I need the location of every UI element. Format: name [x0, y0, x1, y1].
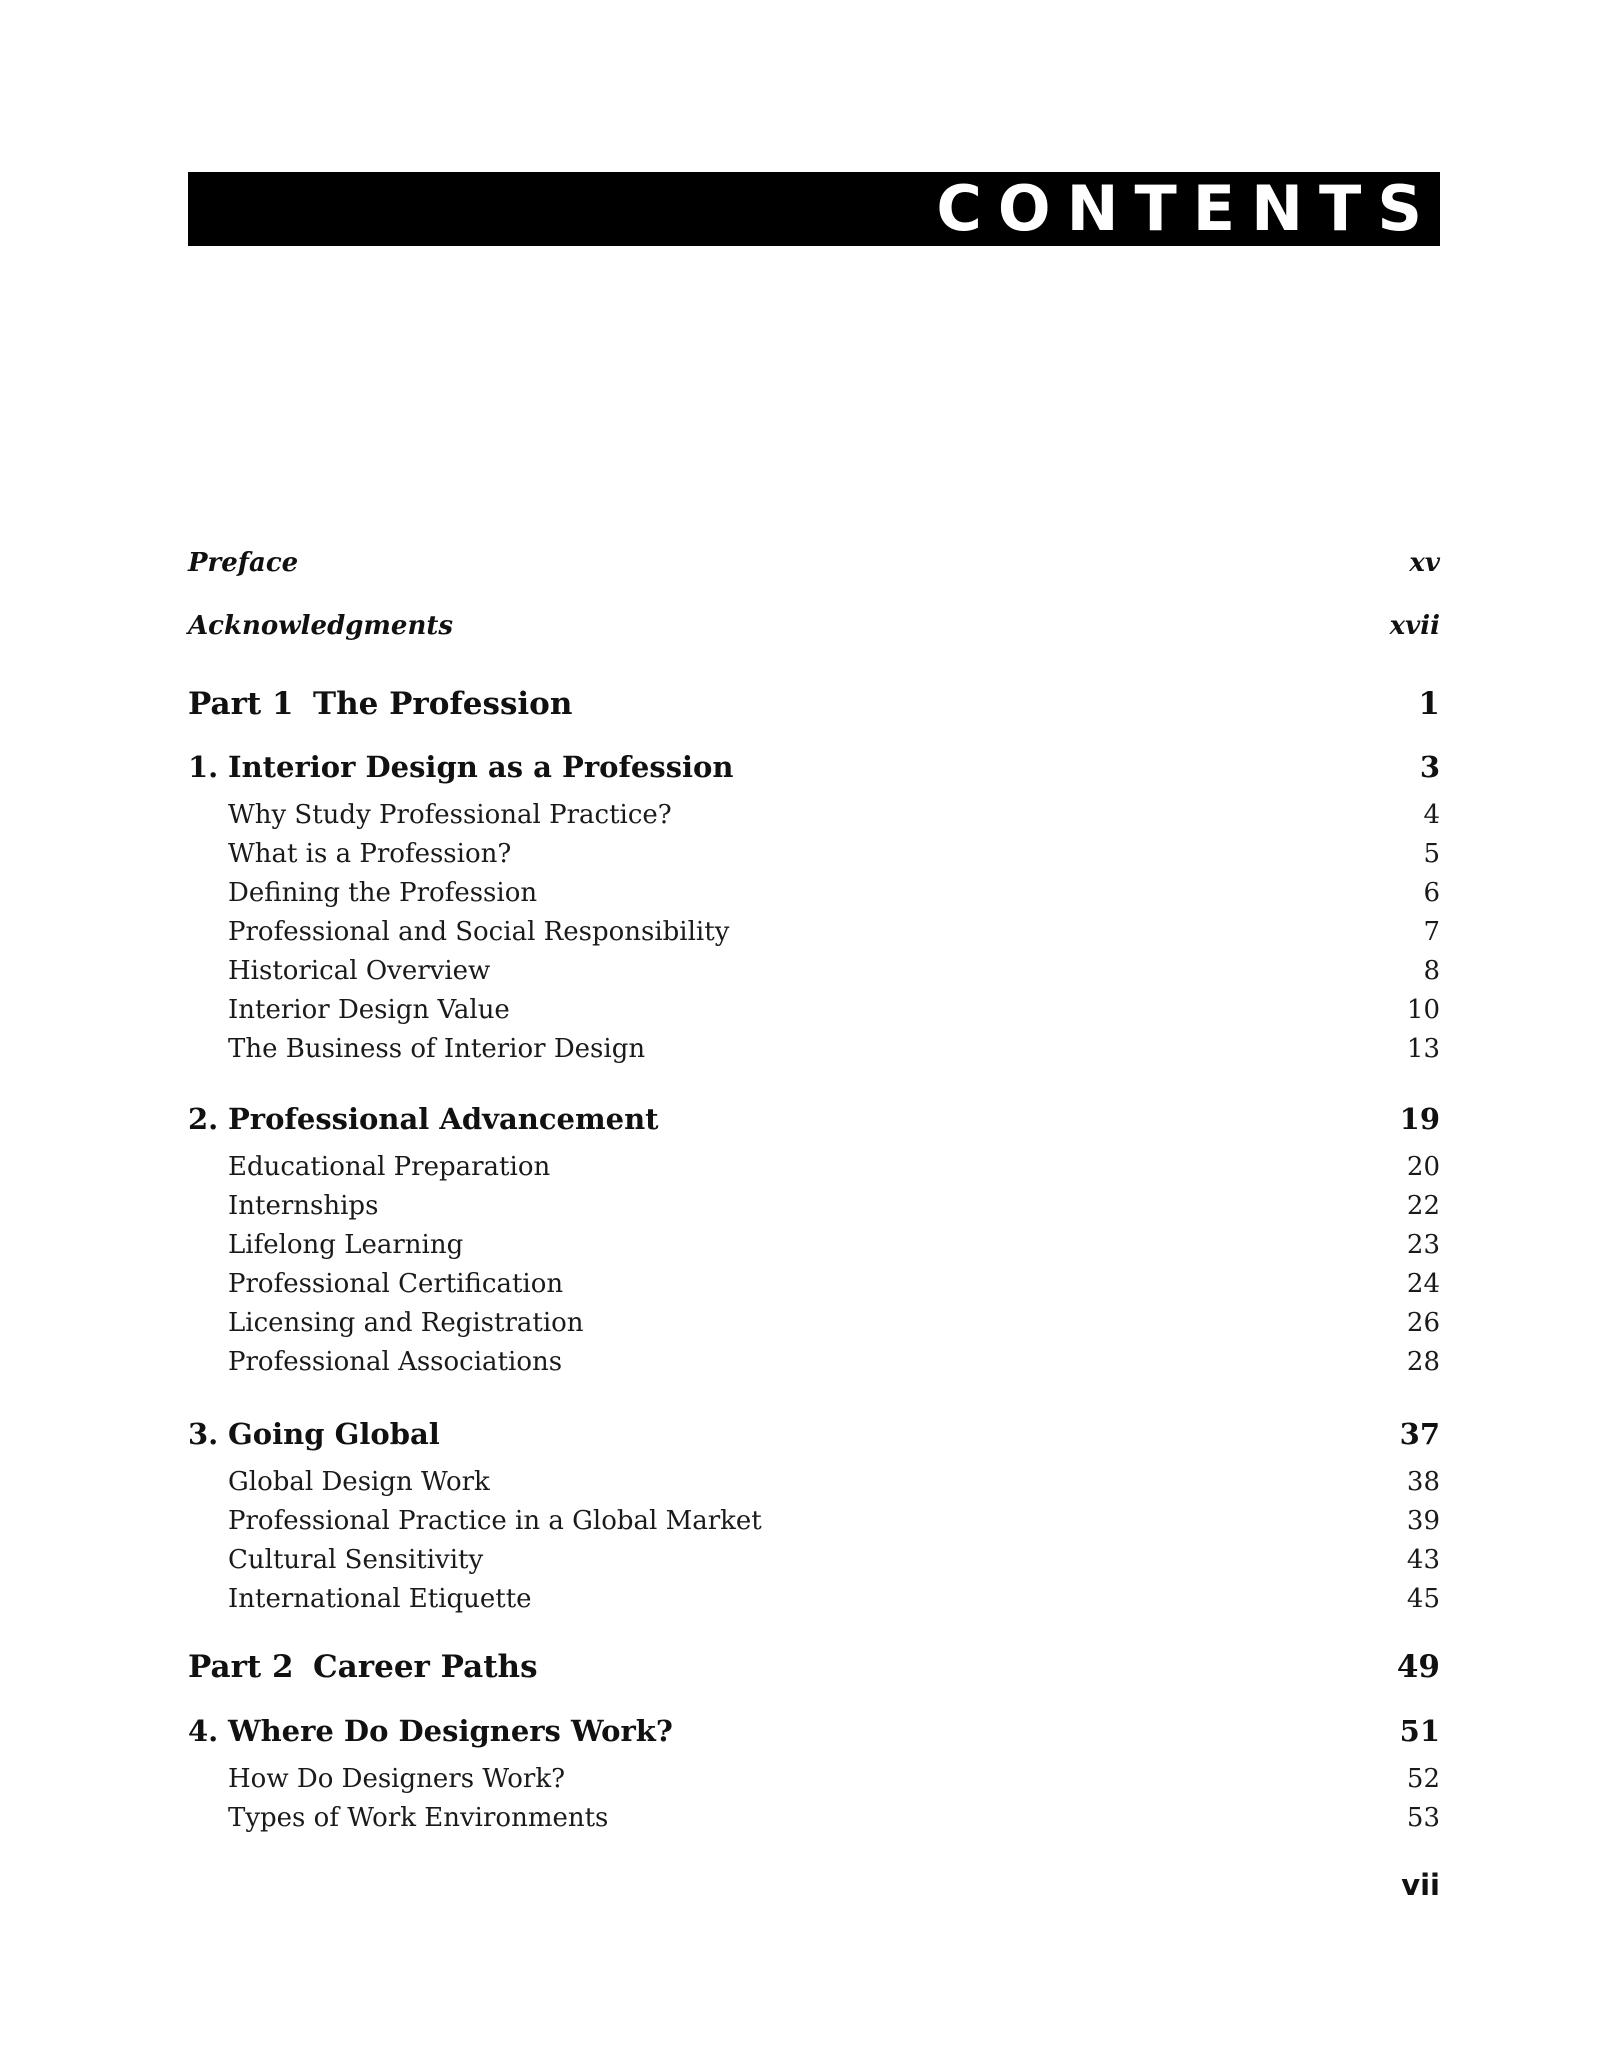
toc-section[interactable]: [228, 1467, 1440, 1497]
section-title: Educational Preparation: [228, 1152, 551, 1182]
section-page: 28: [1406, 1347, 1440, 1377]
section-title: International Etiquette: [228, 1584, 532, 1614]
toc-section[interactable]: [228, 800, 1440, 830]
section-title: Historical Overview: [228, 956, 491, 986]
toc-section[interactable]: [228, 1545, 1440, 1575]
chapter-number: 4.: [188, 1714, 219, 1748]
entry-title: Preface: [188, 548, 299, 578]
section-title: The Business of Interior Design: [228, 1034, 646, 1064]
toc-chapter-2[interactable]: [188, 1102, 1440, 1136]
section-page: 23: [1406, 1230, 1440, 1260]
part-title: Career Paths: [313, 1649, 538, 1685]
section-page: 4: [1423, 800, 1440, 830]
toc-part-1[interactable]: [188, 686, 1440, 722]
section-page: 53: [1406, 1803, 1440, 1833]
section-page: 13: [1406, 1034, 1440, 1064]
toc-section[interactable]: [228, 1347, 1440, 1377]
toc-section[interactable]: [228, 1506, 1440, 1536]
section-title: What is a Profession?: [228, 839, 512, 869]
chapter-title: Where Do Designers Work?: [228, 1714, 673, 1748]
section-page: 24: [1406, 1269, 1440, 1299]
part-page: 1: [1418, 686, 1440, 722]
toc-entry-acknowledgments[interactable]: [188, 611, 1440, 641]
section-page: 39: [1406, 1506, 1440, 1536]
entry-title: Acknowledgments: [188, 611, 454, 641]
part-label: Part 2: [188, 1649, 294, 1685]
section-page: 10: [1406, 995, 1440, 1025]
toc-section[interactable]: [228, 878, 1440, 908]
toc-section[interactable]: [228, 995, 1440, 1025]
toc-section[interactable]: [228, 1034, 1440, 1064]
section-title: Professional and Social Responsibility: [228, 917, 730, 947]
section-title: How Do Designers Work?: [228, 1764, 566, 1794]
section-page: 5: [1423, 839, 1440, 869]
section-page: 43: [1406, 1545, 1440, 1575]
section-page: 38: [1406, 1467, 1440, 1497]
toc-section[interactable]: [228, 1191, 1440, 1221]
chapter-number: 1.: [188, 750, 219, 784]
section-title: Defining the Profession: [228, 878, 538, 908]
entry-page: xv: [1409, 548, 1440, 578]
section-title: Types of Work Environments: [228, 1803, 609, 1833]
section-page: 7: [1423, 917, 1440, 947]
section-page: 22: [1406, 1191, 1440, 1221]
toc-section[interactable]: [228, 1269, 1440, 1299]
section-title: Why Study Professional Practice?: [228, 800, 672, 830]
chapter-title: Going Global: [228, 1417, 440, 1451]
section-title: Interior Design Value: [228, 995, 510, 1025]
chapter-number: 2.: [188, 1102, 219, 1136]
toc-part-2[interactable]: [188, 1649, 1440, 1685]
page-number: vii: [1401, 1868, 1440, 1902]
chapter-title: Professional Advancement: [228, 1102, 659, 1136]
toc-section[interactable]: [228, 1803, 1440, 1833]
contents-title: CONTENTS: [936, 172, 1438, 245]
part-page: 49: [1396, 1649, 1440, 1685]
section-title: Cultural Sensitivity: [228, 1545, 484, 1575]
part-title: The Profession: [313, 686, 573, 722]
section-page: 8: [1423, 956, 1440, 986]
section-title: Lifelong Learning: [228, 1230, 464, 1260]
toc-section[interactable]: [228, 839, 1440, 869]
toc-chapter-1[interactable]: [188, 750, 1440, 784]
section-title: Professional Certification: [228, 1269, 564, 1299]
part-label: Part 1: [188, 686, 294, 722]
section-page: 26: [1406, 1308, 1440, 1338]
entry-page: xvii: [1389, 611, 1440, 641]
chapter-page: 51: [1399, 1714, 1440, 1748]
section-page: 52: [1406, 1764, 1440, 1794]
chapter-page: 37: [1399, 1417, 1440, 1451]
section-title: Internships: [228, 1191, 379, 1221]
toc-chapter-3[interactable]: [188, 1417, 1440, 1451]
section-title: Professional Practice in a Global Market: [228, 1506, 762, 1536]
toc-section[interactable]: [228, 1230, 1440, 1260]
toc-chapter-4[interactable]: [188, 1714, 1440, 1748]
chapter-page: 3: [1419, 750, 1440, 784]
section-page: 20: [1406, 1152, 1440, 1182]
toc-section[interactable]: [228, 1584, 1440, 1614]
toc-section[interactable]: [228, 956, 1440, 986]
section-title: Professional Associations: [228, 1347, 563, 1377]
section-title: Global Design Work: [228, 1467, 490, 1497]
chapter-number: 3.: [188, 1417, 219, 1451]
section-page: 6: [1423, 878, 1440, 908]
toc-section[interactable]: [228, 1308, 1440, 1338]
chapter-page: 19: [1399, 1102, 1440, 1136]
section-title: Licensing and Registration: [228, 1308, 584, 1338]
toc-section[interactable]: [228, 1764, 1440, 1794]
toc-section[interactable]: [228, 917, 1440, 947]
chapter-title: Interior Design as a Profession: [228, 750, 734, 784]
section-page: 45: [1406, 1584, 1440, 1614]
toc-section[interactable]: [228, 1152, 1440, 1182]
toc-entry-preface[interactable]: [188, 548, 1440, 578]
contents-header-bar: [188, 172, 1440, 246]
